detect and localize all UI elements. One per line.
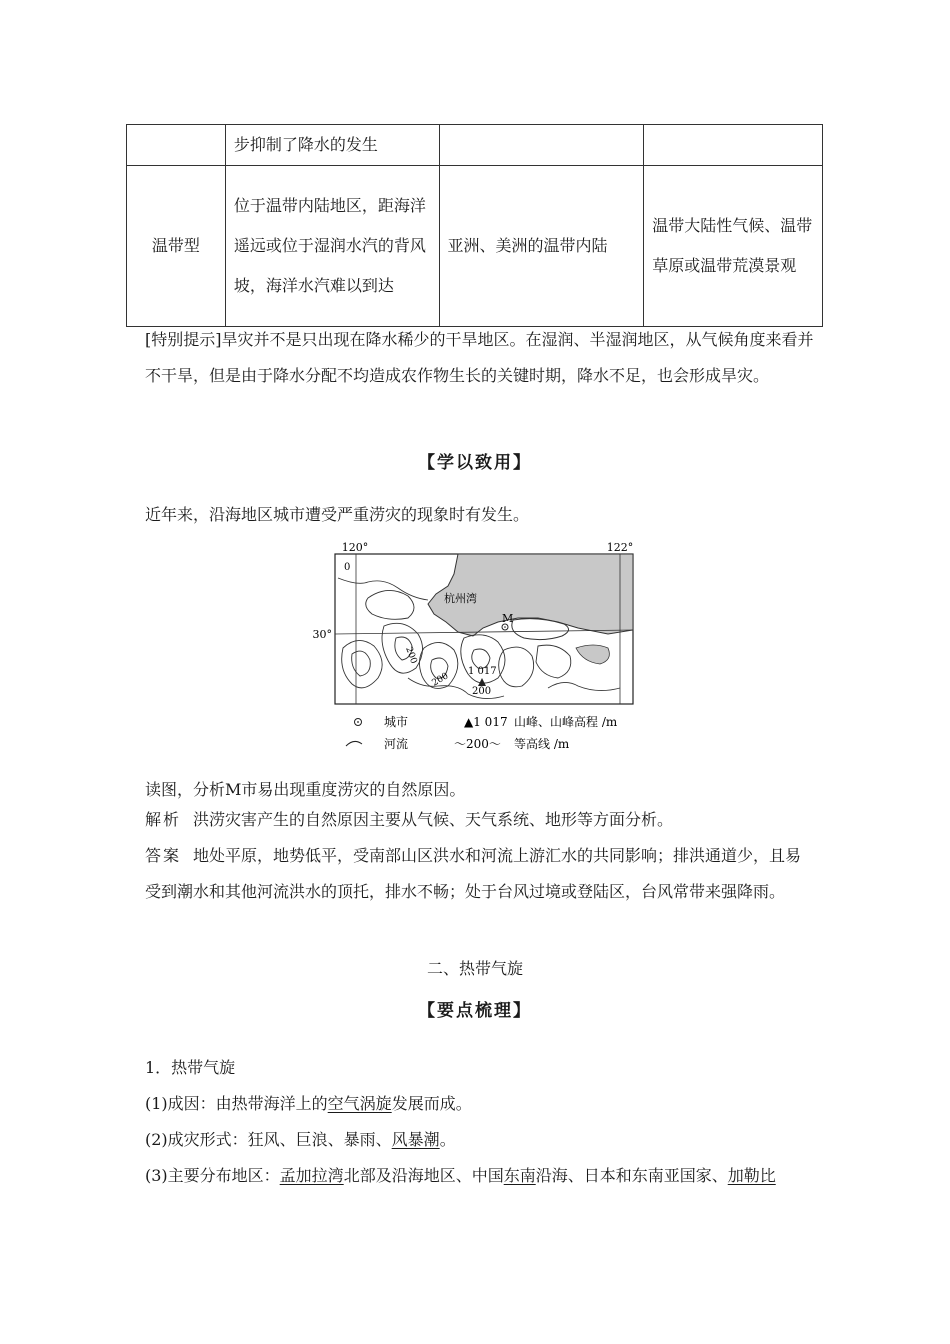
table-cell-region: 亚洲、美洲的温带内陆: [439, 166, 644, 327]
item-text: (1)成因：由热带海洋上的: [145, 1094, 328, 1113]
table-cell: [127, 125, 226, 166]
underlined-answer: 风暴潮: [391, 1130, 440, 1149]
city-m-label: M: [502, 612, 514, 625]
section-heading-apply: 【学以致用】: [418, 453, 532, 473]
underlined-answer: 空气涡旋: [327, 1094, 392, 1113]
table-cell: [439, 125, 644, 166]
table-cell: 步抑制了降水的发生: [225, 125, 439, 166]
answer: [145, 838, 815, 910]
item-1-2: [145, 1122, 815, 1158]
item-1-1: [145, 1086, 815, 1122]
table-cell-cause: 位于温带内陆地区，距海洋遥远或位于湿润水汽的背风坡，海洋水汽难以到达: [225, 166, 439, 327]
contour-label-3: 200: [430, 671, 451, 689]
disaster-table: [126, 124, 823, 327]
lon-label-120: 120°: [341, 541, 369, 554]
lon-label-122: 122°: [606, 541, 634, 554]
section-two-title: 二、热带气旋: [426, 959, 523, 978]
intro-text: 近年来，沿海地区城市遭受严重涝灾的现象时有发生。: [145, 505, 530, 524]
corner-label: 0: [344, 562, 351, 573]
legend-peak: 山峰、山峰高程 /m: [514, 715, 618, 729]
item-1-title: 1．热带气旋: [145, 1058, 236, 1077]
answer-text: 地处平原，地势低平，受南部山区洪水和河流上游汇水的共同影响；排洪通道少，且易受到潮水和其他河流洪水的顶托，排水不畅；处于台风过境或登陆区，台风常带来强降雨。: [145, 846, 802, 901]
contour-label-2: 200: [403, 645, 419, 666]
table-cell-type: 温带型: [127, 166, 226, 327]
item-text: 北部及沿海地区、中国: [343, 1166, 504, 1185]
peak-label: 1 017: [468, 666, 497, 677]
special-tip: [特别提示]旱灾并不是只出现在降水稀少的干旱地区。在湿润、半湿润地区，从气候角度来看并不干旱，但是由于降水分配不均造成农作物生长的关键时期，降水不足，也会形成旱灾。: [145, 330, 814, 385]
answer-label: 答案: [145, 846, 182, 865]
item-1-3: [145, 1158, 815, 1194]
table-row: [127, 125, 823, 166]
table-row: [127, 166, 823, 327]
analysis-text: 洪涝灾害产生的自然原因主要从气候、天气系统、地形等方面分析。: [193, 810, 674, 829]
legend-contour: 等高线 /m: [514, 737, 570, 751]
table-cell: [644, 125, 823, 166]
underlined-answer: 孟加拉湾: [279, 1166, 344, 1185]
underlined-answer: 东南: [503, 1166, 536, 1185]
city-m-dot: [504, 626, 506, 628]
item-text: (3)主要分布地区：: [145, 1166, 280, 1185]
lat-label-30: 30°: [312, 628, 332, 641]
table-cell-landscape: 温带大陆性气候、温带草原或温带荒漠景观: [644, 166, 823, 327]
map-figure: [308, 538, 638, 758]
item-text: 沿海、日本和东南亚国家、: [535, 1166, 728, 1185]
legend-city: 城市: [384, 715, 409, 729]
section-heading-points: 【要点梳理】: [418, 1001, 532, 1021]
bay-label: 杭州湾: [444, 592, 477, 605]
contour-label: 200: [472, 686, 492, 697]
underlined-answer: 加勒比: [727, 1166, 776, 1185]
legend-river-icon: [346, 741, 362, 746]
analysis: [145, 802, 815, 838]
item-text: (2)成灾形式：狂风、巨浪、暴雨、: [145, 1130, 392, 1149]
item-text: 发展而成。: [391, 1094, 472, 1113]
question-text: 读图，分析M市易出现重度涝灾的自然原因。: [145, 780, 466, 799]
legend-contour-symbol: ～200～: [454, 737, 501, 751]
analysis-label: 解析: [145, 810, 182, 829]
hangzhou-bay-map: [308, 538, 638, 758]
item-text: 。: [439, 1130, 456, 1149]
legend-peak-symbol: ▲1 017: [464, 715, 508, 729]
legend-river: 河流: [384, 737, 409, 751]
